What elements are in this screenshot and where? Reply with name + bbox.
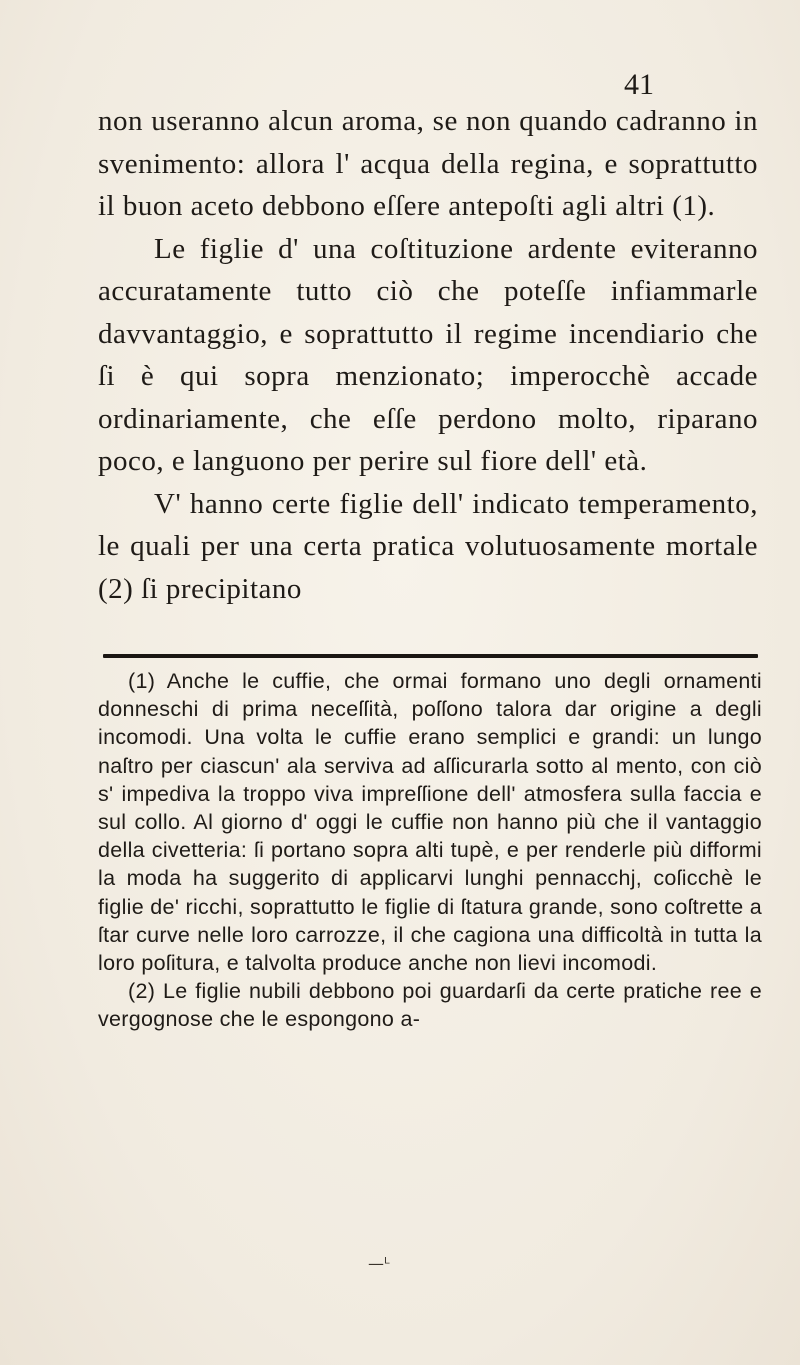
footnote-2: (2) Le figlie nubili debbono poi guardarſi da certe pratiche ree e vergognose che le espongono a- xyxy=(98,979,762,1032)
footnotes xyxy=(98,667,762,1034)
paragraph-1: non useranno alcun aroma, se non quando cadranno in svenimento: allora l' acqua della regina, e soprattutto il buon aceto debbono eſſere antepoſti agli altri (1). xyxy=(98,105,758,222)
paragraph-3: V' hanno certe figlie dell' indicato temperamento, le quali per una certa pratica volutuosamente mortale (2) ſi precipitano xyxy=(98,487,758,605)
page-number: 41 xyxy=(624,68,654,101)
footnote-1: (1) Anche le cuffie, che ormai formano uno degli ornamenti donneschi di prima neceſſità, poſſono talora dar origine a degli incomodi. Una volta le cuffie erano semplici e grandi: un lungo naſtro per ciascun' ala serviva ad aſſicurarla sotto al mento, con ciò s' impediva la troppo viva impreſſione dell' atmosfera sulla faccia e sul collo. Al giorno d' oggi le cuffie non hanno più che il vantaggio della civetteria: ſi portano sopra alti tupè, e per renderle più difformi la moda ha suggerito di applicarvi lunghi pennacchj, coſicchè le figlie de' ricchi, soprattutto le figlie di ſtatura grande, sono coſtrette a ſtar curve nelle loro carrozze, il che cagiona una difficoltà in tutta la loro poſitura, e talvolta produce anche non lievi incomodi. xyxy=(98,669,762,976)
printer-mark: —ᴸ xyxy=(368,1254,390,1273)
footnote-separator-rule xyxy=(103,654,758,658)
paragraph-2: Le figlie d' una coſtituzione ardente eviteranno accuratamente tutto ciò che poteſſe infiammarle davvantaggio, e soprattutto il regime incendiario che ſi è qui sopra menzionato; imperocchè accade ordinariamente, che eſſe perdono molto, riparano poco, e languono per perire sul fiore dell' età. xyxy=(98,232,758,477)
main-text xyxy=(98,100,758,610)
